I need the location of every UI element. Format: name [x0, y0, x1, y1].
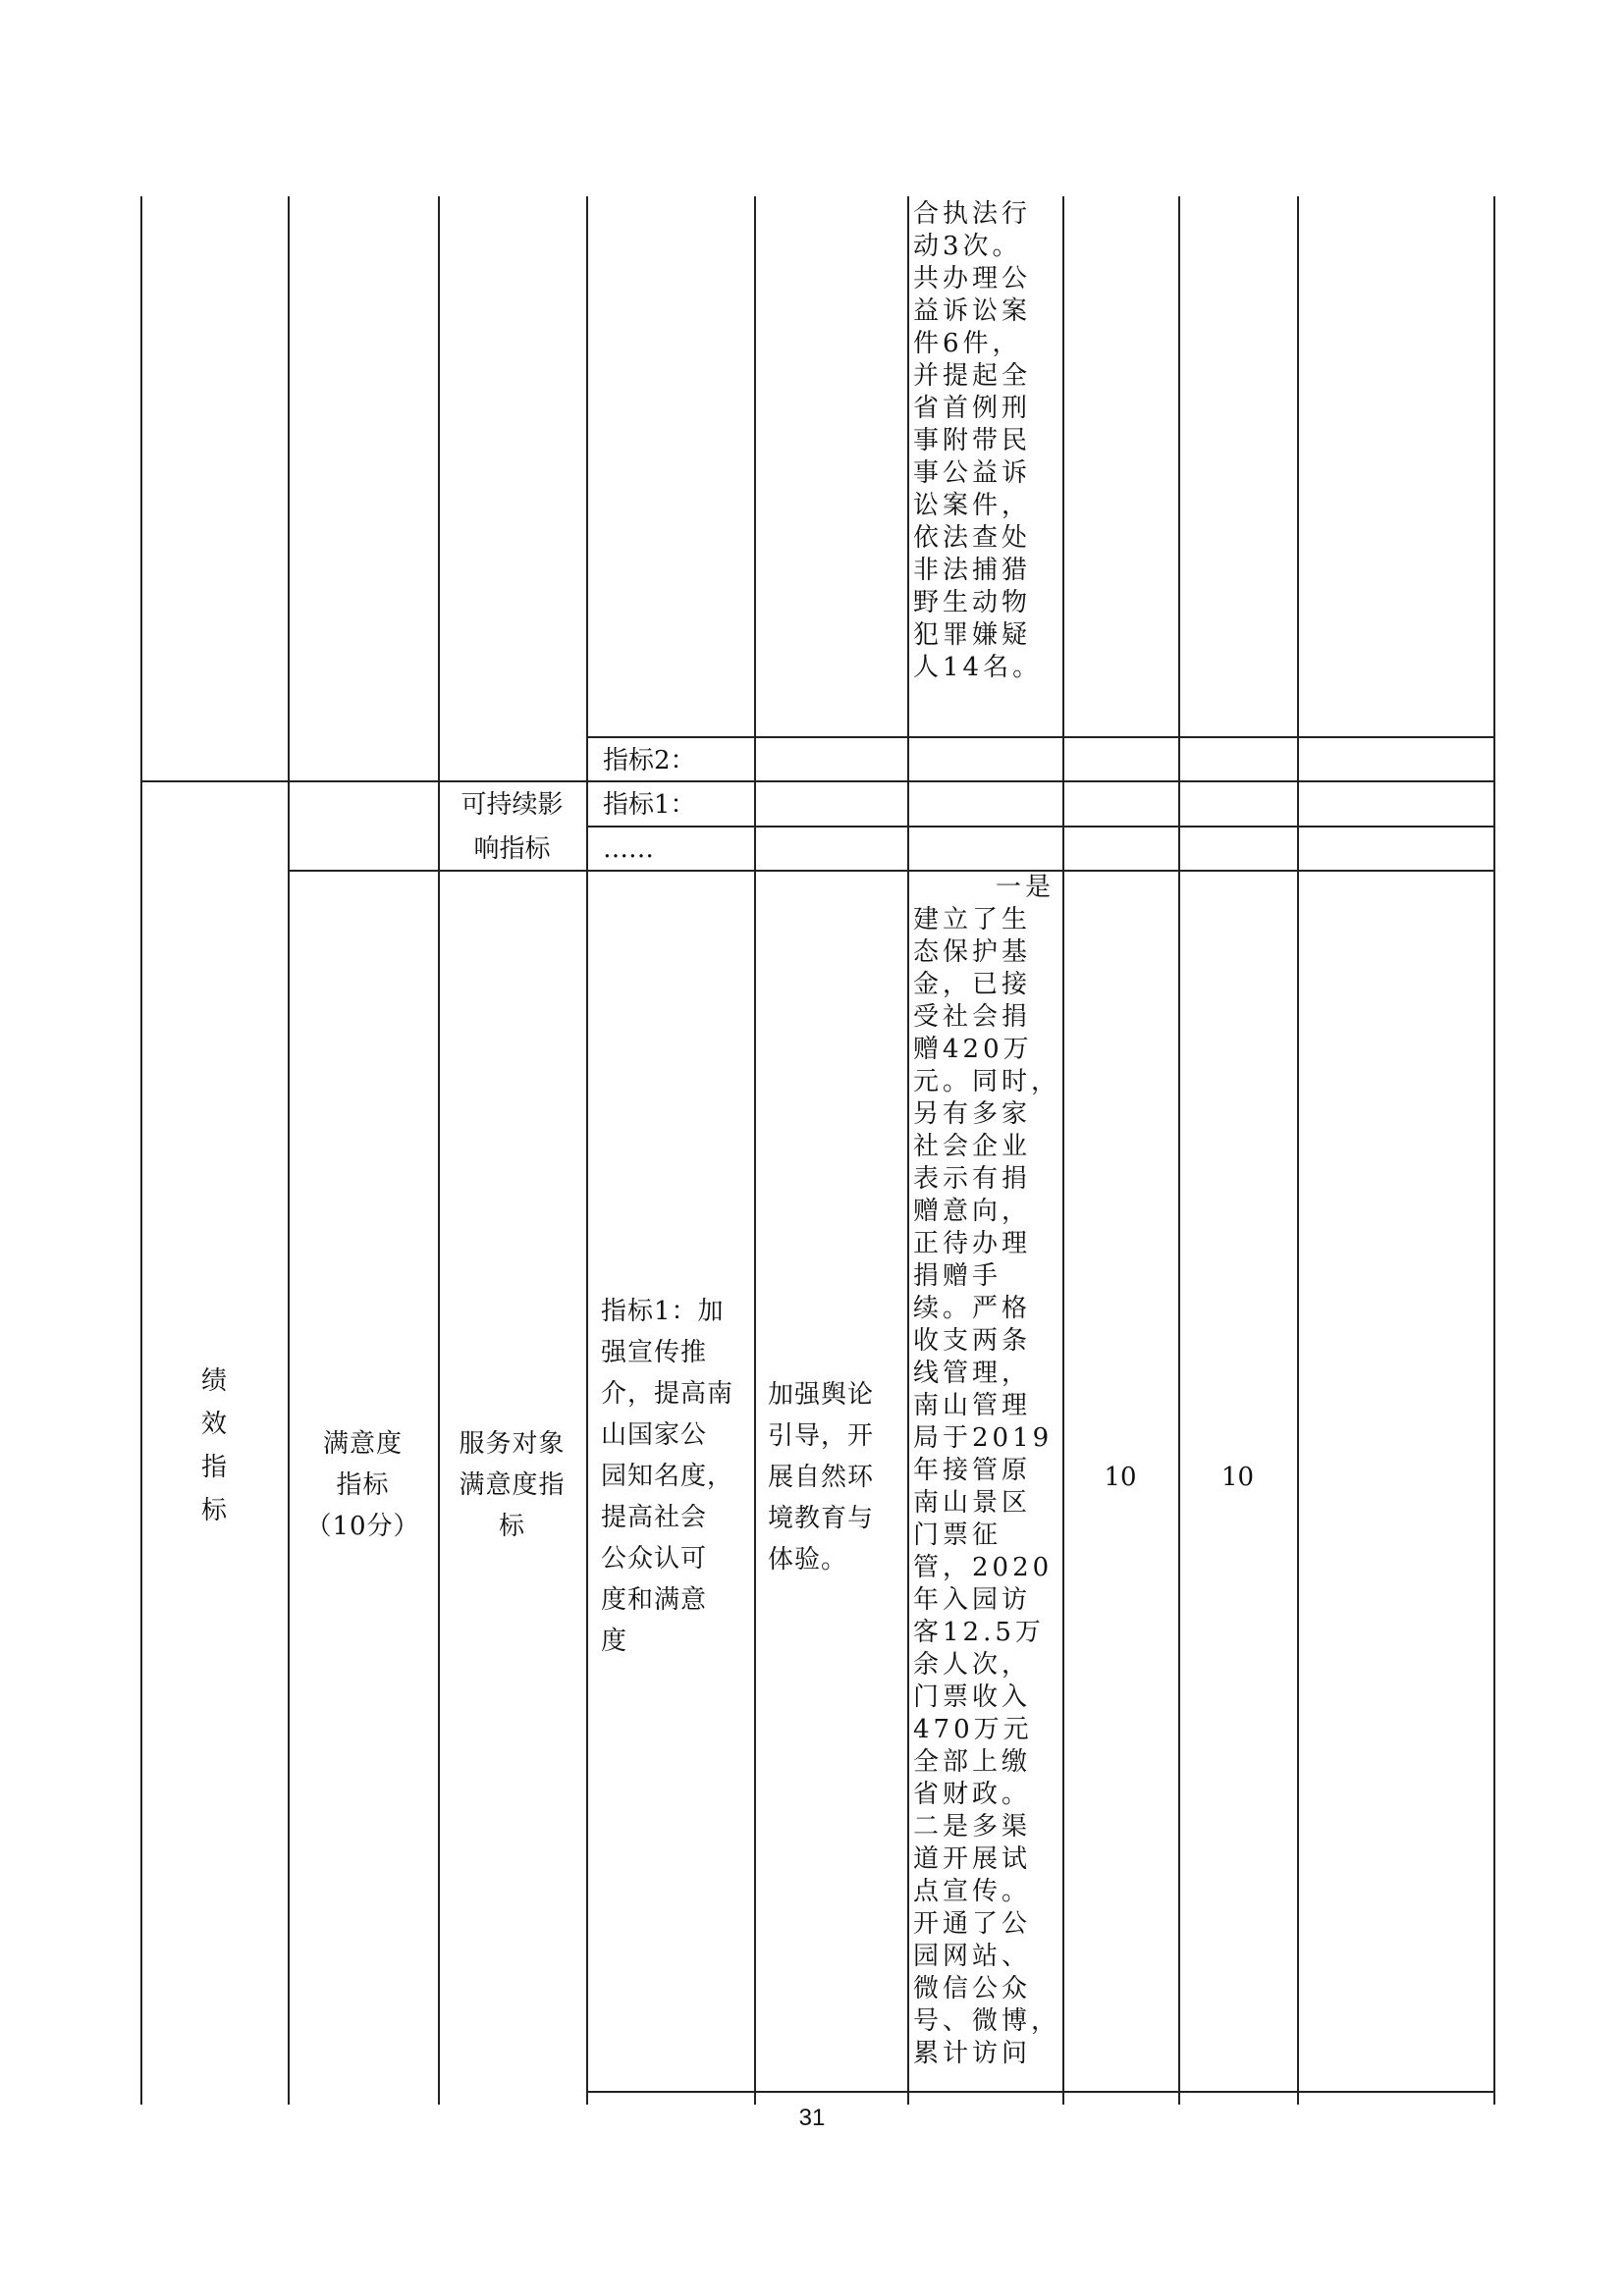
char: 指	[200, 1453, 227, 1482]
text-line: 人14名。	[913, 653, 1043, 682]
text-line: 赠420万	[913, 1035, 1033, 1064]
col-border-10	[1493, 196, 1495, 2105]
text-line: 共办理公	[913, 264, 1032, 294]
text-line: 山国家公	[601, 1420, 708, 1450]
text-line: 累计访问	[913, 2039, 1032, 2068]
text-line: 号、微博，	[913, 2006, 1061, 2036]
text-line: 野生动物	[913, 588, 1032, 617]
text-line: 境教育与	[768, 1504, 875, 1533]
text-line: 微信公众	[913, 1974, 1032, 2003]
text-line: 建立了生	[913, 905, 1032, 934]
text-line: 犯罪嫌疑	[913, 620, 1032, 650]
indicator-2-label: 指标2：	[603, 746, 696, 775]
service-satisfaction-indicator	[438, 1423, 586, 1547]
col-border-2	[288, 196, 290, 2105]
text-line: 正待办理	[913, 1229, 1032, 1258]
performance-indicator-label	[140, 1360, 288, 1532]
text-line: 续。严格	[913, 1294, 1032, 1323]
text-line: 470万元	[913, 1715, 1033, 1744]
text-line: 态保护基	[913, 937, 1032, 967]
text-line: 赠意向，	[913, 1197, 1032, 1226]
text-line: 开通了公	[913, 1909, 1032, 1939]
char: 效	[200, 1410, 227, 1439]
sustainability-indicator-1: 指标1：	[603, 790, 696, 820]
text-line: 表示有捐	[913, 1164, 1032, 1194]
measures-text	[768, 1374, 907, 1580]
text-line: 省财政。	[913, 1780, 1032, 1809]
char: 标	[200, 1496, 227, 1525]
col-border-9	[1297, 196, 1299, 2105]
text-line: 余人次，	[913, 1650, 1032, 1680]
text-line: 动3次。	[913, 232, 1022, 261]
text-line: 全部上缴	[913, 1747, 1032, 1777]
text-line: 展自然环	[768, 1463, 875, 1492]
text-line: 依法查处	[913, 523, 1032, 553]
col-border-6	[907, 196, 909, 2105]
row-border-d	[288, 870, 1495, 872]
text-line: 局于2019	[913, 1423, 1054, 1453]
col-border-7	[1062, 196, 1064, 2105]
col-border-1	[140, 196, 142, 2105]
text-line: 指标1：加	[601, 1297, 725, 1326]
text-line: （10分）	[305, 1512, 420, 1541]
text-line: 收支两条	[913, 1326, 1032, 1356]
col-border-5	[754, 196, 756, 2105]
top-row-result-text	[913, 198, 1060, 684]
text-line: 标	[498, 1512, 525, 1541]
actual-score: 10	[1220, 1463, 1255, 1492]
text-line: 南山景区	[913, 1488, 1032, 1518]
row-border-a	[586, 736, 1495, 738]
satisfaction-category	[288, 1423, 438, 1547]
text-line: 金，已接	[913, 970, 1032, 999]
text-line: 道开展试	[913, 1844, 1032, 1874]
text-line: 强宣传推	[601, 1338, 708, 1367]
row-border-e	[586, 2091, 1495, 2093]
text-line: 社会企业	[913, 1132, 1032, 1161]
sustainability-label-line2: 响指标	[473, 834, 551, 864]
col-border-4	[586, 196, 588, 2105]
text-line: 另有多家	[913, 1099, 1032, 1129]
text-line: 门票征	[913, 1521, 1002, 1550]
text-line: 满意度	[322, 1429, 403, 1459]
text-line: 讼案件，	[913, 491, 1032, 520]
text-line: 受社会捐	[913, 1002, 1032, 1032]
text-line: 并提起全	[913, 361, 1032, 391]
col-border-3	[438, 196, 440, 2105]
text-line: 元。同时，	[913, 1067, 1061, 1096]
text-line: 一是	[995, 873, 1055, 902]
text-line: 点宣传。	[913, 1877, 1032, 1906]
text-line: 指标	[336, 1470, 390, 1500]
text-line: 介，提高南	[601, 1379, 734, 1409]
text-line: 年接管原	[913, 1456, 1032, 1485]
indicator-1-description	[601, 1291, 754, 1662]
text-line: 服务对象	[459, 1429, 566, 1459]
text-line: 事公益诉	[913, 458, 1032, 488]
text-line: 加强舆论	[768, 1380, 875, 1410]
row-border-b	[140, 780, 1495, 782]
sustainability-ellipsis: ……	[603, 834, 654, 864]
text-line: 年入园访	[913, 1585, 1032, 1615]
text-line: 园知名度，	[601, 1462, 734, 1491]
col-border-8	[1178, 196, 1180, 2105]
text-line: 南山管理	[913, 1391, 1032, 1420]
row-border-c	[586, 826, 1495, 828]
text-line: 益诉讼案	[913, 296, 1032, 326]
text-line: 引导，开	[768, 1421, 875, 1451]
text-line: 事附带民	[913, 426, 1032, 455]
text-line: 体验。	[768, 1545, 848, 1575]
text-line: 非法捕猎	[913, 556, 1032, 585]
text-line: 件6件，	[913, 329, 1022, 358]
text-line: 公众认可	[601, 1544, 708, 1574]
text-line: 管，2020	[913, 1553, 1054, 1582]
page-number: 31	[798, 2105, 826, 2131]
text-line: 合执法行	[913, 199, 1032, 229]
weight-score: 10	[1104, 1463, 1137, 1492]
text-line: 门票收入	[913, 1682, 1032, 1712]
text-line: 园网站、	[913, 1942, 1032, 1971]
text-line: 二是多渠	[913, 1812, 1032, 1842]
text-line: 度	[601, 1627, 628, 1656]
text-line: 捐赠手	[913, 1261, 1002, 1291]
text-line: 客12.5万	[913, 1618, 1045, 1647]
text-line: 线管理，	[913, 1359, 1032, 1388]
text-line: 度和满意	[601, 1585, 708, 1615]
text-line: 省首例刑	[913, 394, 1032, 423]
sustainability-label-line1: 可持续影	[460, 790, 564, 820]
text-line: 提高社会	[601, 1503, 708, 1532]
text-line: 满意度指	[459, 1470, 566, 1500]
char: 绩	[200, 1366, 227, 1396]
satisfaction-result-text	[913, 872, 1060, 2070]
